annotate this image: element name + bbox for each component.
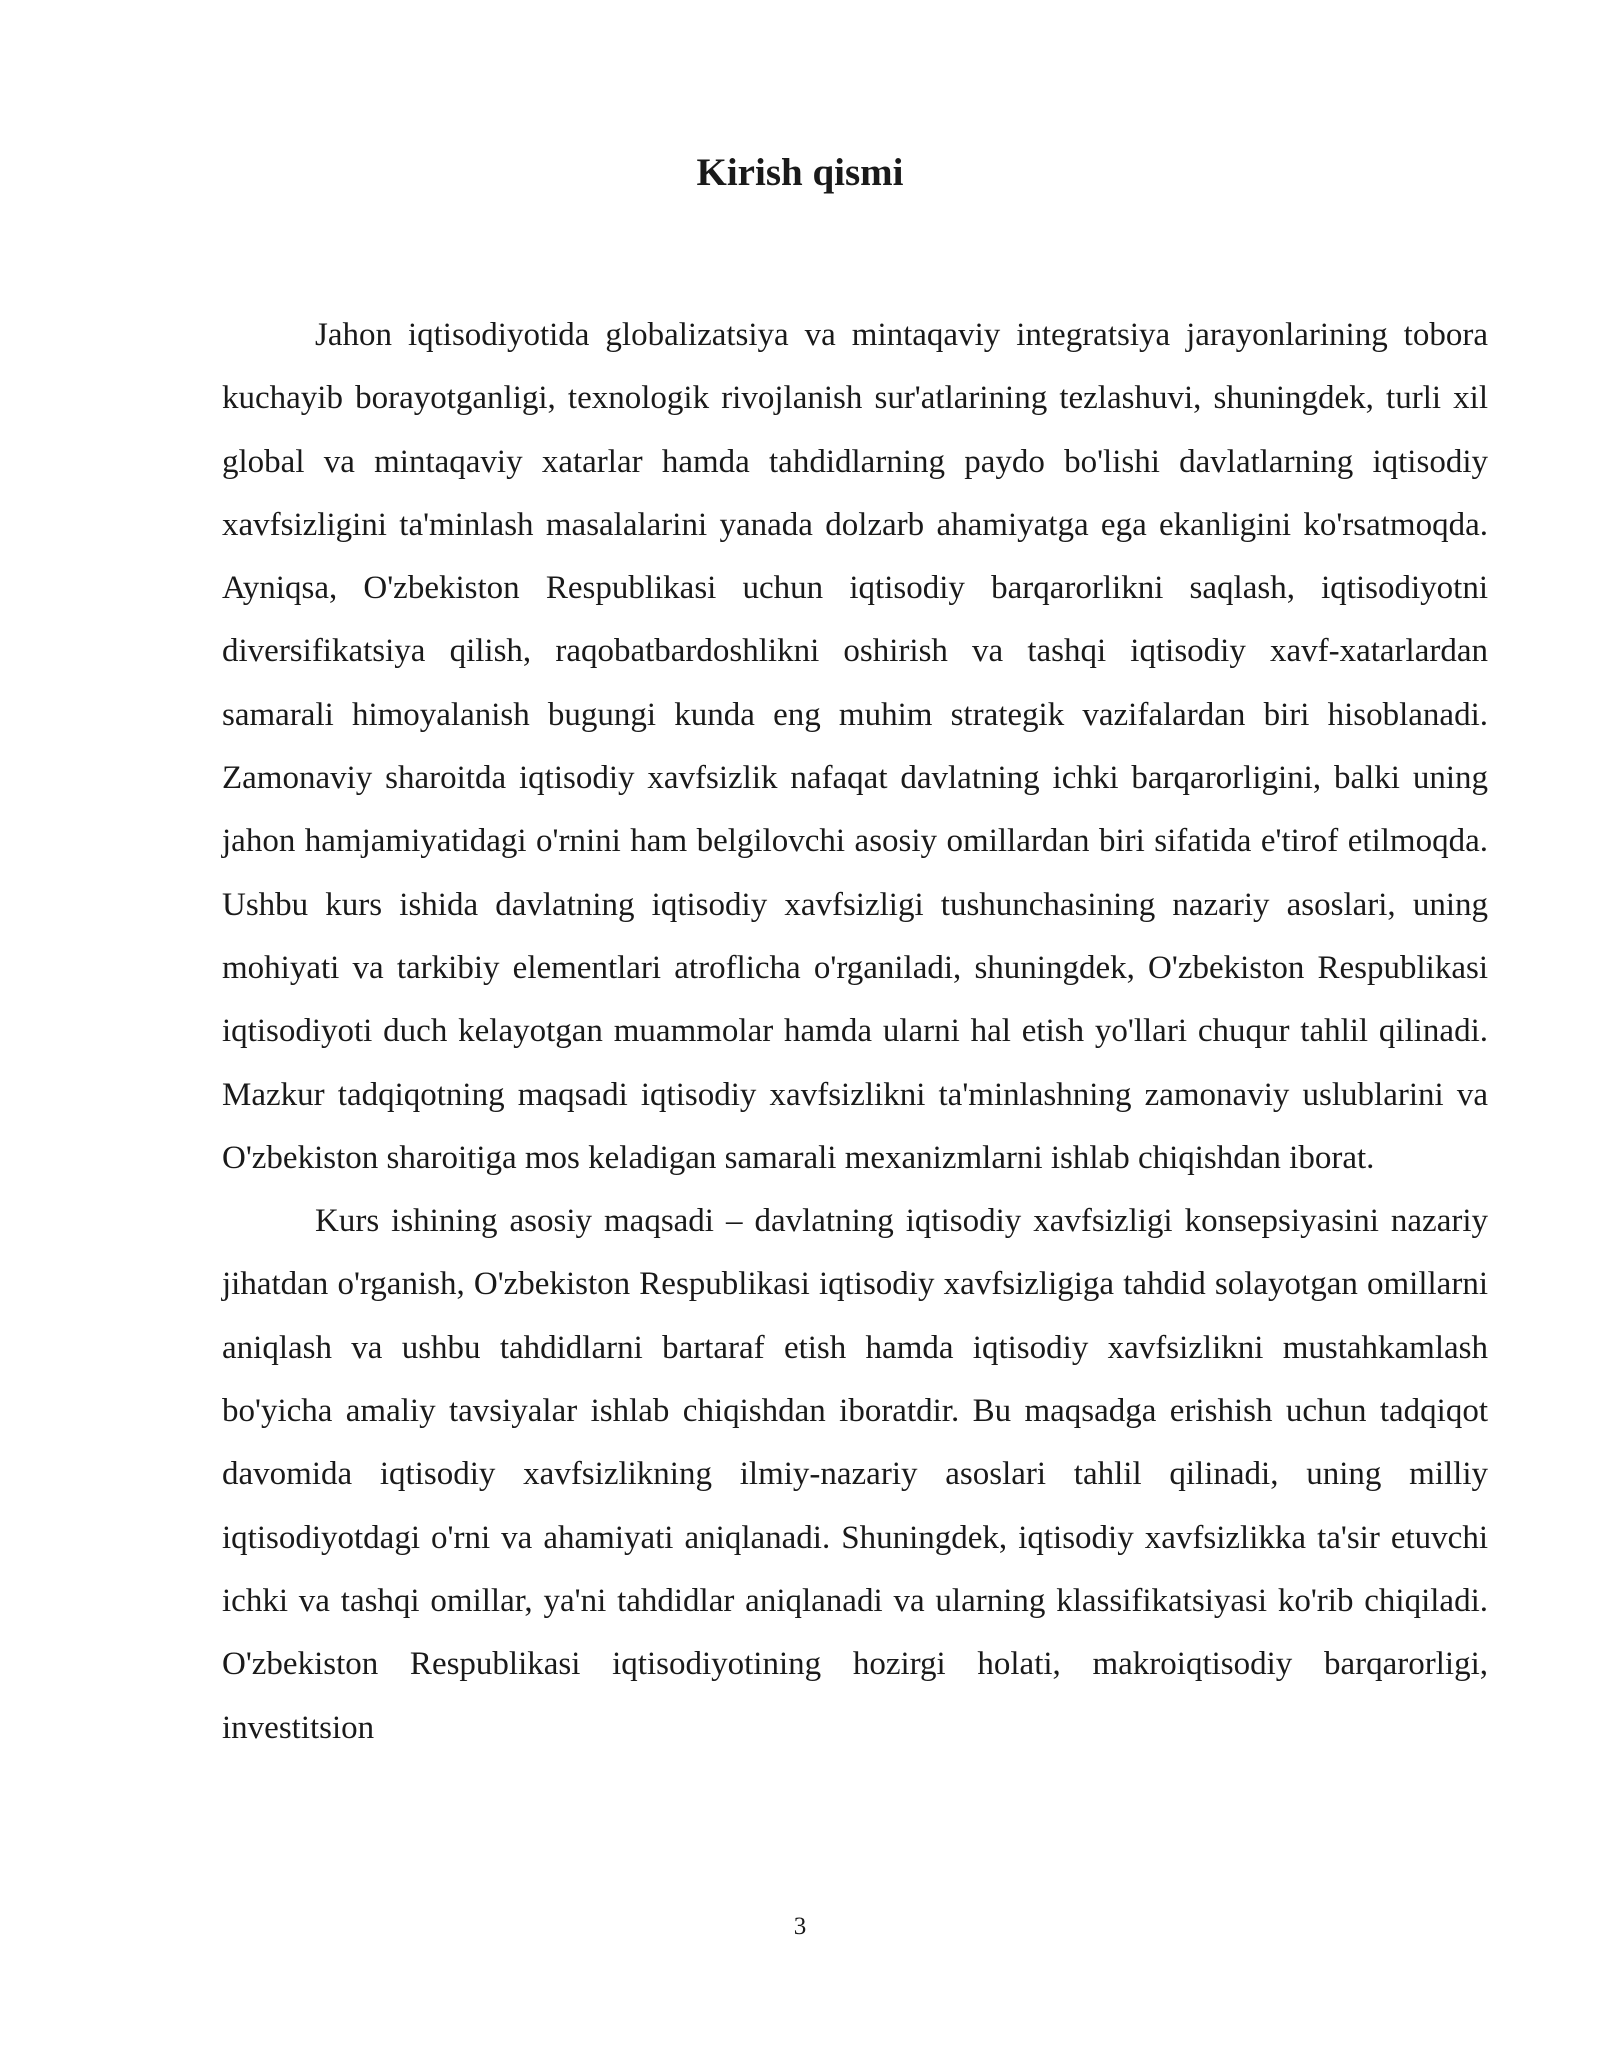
page-number: 3: [793, 1913, 807, 1940]
paragraph-1: Jahon iqtisodiyotida globalizatsiya va mintaqaviy integratsiya jarayonlarining tobora kuchayib borayotganligi, texnologik rivojlanish sur'atlarining tezlashuvi, shuningdek, turli xil global va mintaqaviy xatarlar hamda tahdidlarning paydo bo'lishi davlatlarning iqtisodiy xavfsizligini ta'minlash masalalarini yanada dolzarb ahamiyatga ega ekanligini ko'rsatmoqda. Ayniqsa, O'zbekiston Respublikasi uchun iqtisodiy barqarorlikni saqlash, iqtisodiyotni diversifikatsiya qilish, raqobatbardoshlikni oshirish va tashqi iqtisodiy xavf-xatarlardan samarali himoyalanish bugungi kunda eng muhim strategik vazifalardan biri hisoblanadi. Zamonaviy sharoitda iqtisodiy xavfsizlik nafaqat davlatning ichki barqarorligini, balki uning jahon hamjamiyatidagi o'rnini ham belgilovchi asosiy omillardan biri sifatida e'tirof etilmoqda. Ushbu kurs ishida davlatning iqtisodiy xavfsizligi tushunchasining nazariy asoslari, uning mohiyati va tarkibiy elementlari atroflicha o'rganiladi, shuningdek, O'zbekiston Respublikasi iqtisodiyoti duch kelayotgan muammolar hamda ularni hal etish yo'llari chuqur tahlil qilinadi. Mazkur tadqiqotning maqsadi iqtisodiy xavfsizlikni ta'minlashning zamonaviy uslublarini va O'zbekiston sharoitiga mos keladigan samarali mexanizmlarni ishlab chiqishdan iborat.: [222, 317, 1488, 1176]
page-title: Kirish qismi: [696, 151, 904, 194]
body-text: [222, 304, 1488, 1760]
paragraph-2: Kurs ishining asosiy maqsadi – davlatning iqtisodiy xavfsizligi konsepsiyasini nazariy jihatdan o'rganish, O'zbekiston Respublikasi iqtisodiy xavfsizligiga tahdid solayotgan omillarni aniqlash va ushbu tahdidlarni bartaraf etish hamda iqtisodiy xavfsizlikni mustahkamlash bo'yicha amaliy tavsiyalar ishlab chiqishdan iboratdir. Bu maqsadga erishish uchun tadqiqot davomida iqtisodiy xavfsizlikning ilmiy-nazariy asoslari tahlil qilinadi, uning milliy iqtisodiyotdagi o'rni va ahamiyati aniqlanadi. Shuningdek, iqtisodiy xavfsizlikka ta'sir etuvchi ichki va tashqi omillar, ya'ni tahdidlar aniqlanadi va ularning klassifikatsiyasi ko'rib chiqiladi. O'zbekiston Respublikasi iqtisodiyotining hozirgi holati, makroiqtisodiy barqarorligi, investitsion: [222, 1203, 1488, 1746]
